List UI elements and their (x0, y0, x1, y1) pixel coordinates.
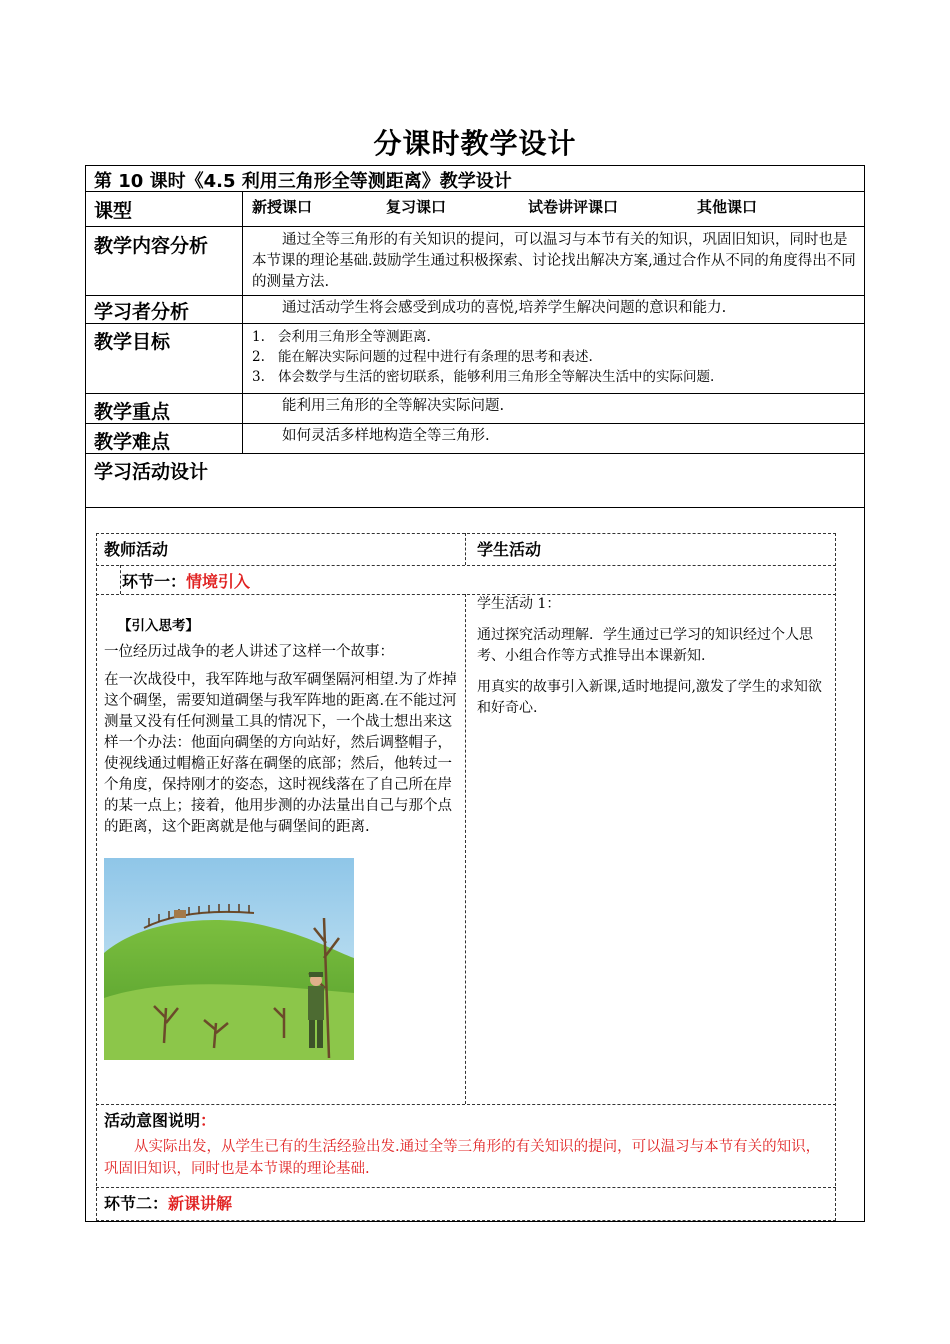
intro-tag: 【引入思考】 (118, 618, 199, 634)
dashed-divider (465, 533, 466, 565)
course-type-option-review[interactable]: 复习课口 (386, 198, 447, 216)
activity-design-label: 学习活动设计 (94, 461, 209, 483)
goal-item: 1. 会利用三角形全等测距离. (252, 329, 431, 345)
table-rule (85, 226, 865, 227)
dashed-rule (96, 1187, 836, 1188)
section-one-heading: 环节一：情境引入 (122, 572, 251, 591)
column-divider (242, 191, 243, 453)
student-activity-paragraph-2: 用真实的故事引入新课,适时地提问,激发了学生的求知欲和好奇心. (477, 679, 822, 716)
course-type-option-other[interactable]: 其他课口 (697, 198, 758, 216)
student-activity-title: 学生活动 1： (477, 596, 561, 612)
dashed-divider (465, 594, 466, 1104)
goals-list (252, 327, 714, 387)
table-rule (85, 423, 865, 424)
river-soldier-illustration (104, 858, 354, 1060)
difficulty-label: 教学难点 (94, 431, 171, 453)
activity-intent-text: 从实际出发，从学生已有的生活经验出发.通过全等三角形的有关知识的提问，可以温习与本节有关的知识，巩固旧知识，同时也是本节课的理论基础. (104, 1139, 821, 1177)
goal-item: 2. 能在解决实际问题的过程中进行有条理的思考和表述. (252, 349, 593, 365)
goal-item: 3. 体会数学与生活的密切联系，能够利用三角形全等解决生活中的实际问题. (252, 369, 715, 385)
course-type-label: 课型 (94, 200, 133, 222)
content-analysis-text: 通过全等三角形的有关知识的提问，可以温习与本节有关的知识，巩固旧知识，同时也是本节课的理论基础.鼓励学生通过积极探索、讨论找出解决方案,通过合作从不同的角度得出不同的测量方法. (252, 232, 856, 290)
goals-label: 教学目标 (94, 331, 171, 353)
intro-line: 一位经历过战争的老人讲述了这样一个故事： (104, 644, 394, 660)
table-rule (85, 507, 865, 508)
section-two-heading: 环节二：新课讲解 (104, 1194, 233, 1213)
war-story: 在一次战役中，我军阵地与敌军碉堡隔河相望.为了炸掉这个碉堡，需要知道碉堡与我军阵地的距离.在不能过河测量又没有任何测量工具的情况下，一个战士想出来这样一个办法：他面向碉堡的方向站好，然后调整帽子，使视线通过帽檐正好落在碉堡的底部；然后，他转过一个角度，保持刚才的姿态，这时视线落在了自己所在岸的某一点上；接着，他用步测的办法量出自己与那个点的距离，这个距离就是他与碉堡间的距离. (104, 672, 457, 835)
activity-intent-heading: 活动意图说明： (104, 1111, 217, 1130)
course-type-option-exam[interactable]: 试卷讲评课口 (528, 198, 619, 216)
table-rule (85, 323, 865, 324)
key-point-text: 能利用三角形的全等解决实际问题. (282, 398, 505, 414)
dashed-divider (120, 565, 121, 594)
key-point-label: 教学重点 (94, 401, 171, 423)
difficulty-text: 如何灵活多样地构造全等三角形. (282, 428, 490, 444)
page-title: 分课时教学设计 (373, 127, 577, 160)
student-activity-header: 学生活动 (477, 540, 542, 559)
learner-analysis-text: 通过活动学生将会感受到成功的喜悦,培养学生解决问题的意识和能力. (282, 300, 727, 316)
teacher-activity-header: 教师活动 (104, 540, 169, 559)
dashed-rule (96, 594, 836, 595)
table-rule (85, 393, 865, 394)
table-rule (85, 453, 865, 454)
content-analysis-label: 教学内容分析 (94, 235, 209, 257)
table-rule (85, 295, 865, 296)
learner-analysis-label: 学习者分析 (94, 301, 190, 323)
student-activity-paragraph-1: 通过探究活动理解．学生通过已学习的知识经过个人思考、小组合作等方式推导出本课新知. (477, 627, 813, 664)
lesson-header: 第 10 课时《4.5 利用三角形全等测距离》教学设计 (94, 171, 512, 192)
dashed-rule (96, 565, 836, 566)
dashed-rule (96, 1104, 836, 1105)
course-type-option-new[interactable]: 新授课口 (252, 198, 313, 216)
